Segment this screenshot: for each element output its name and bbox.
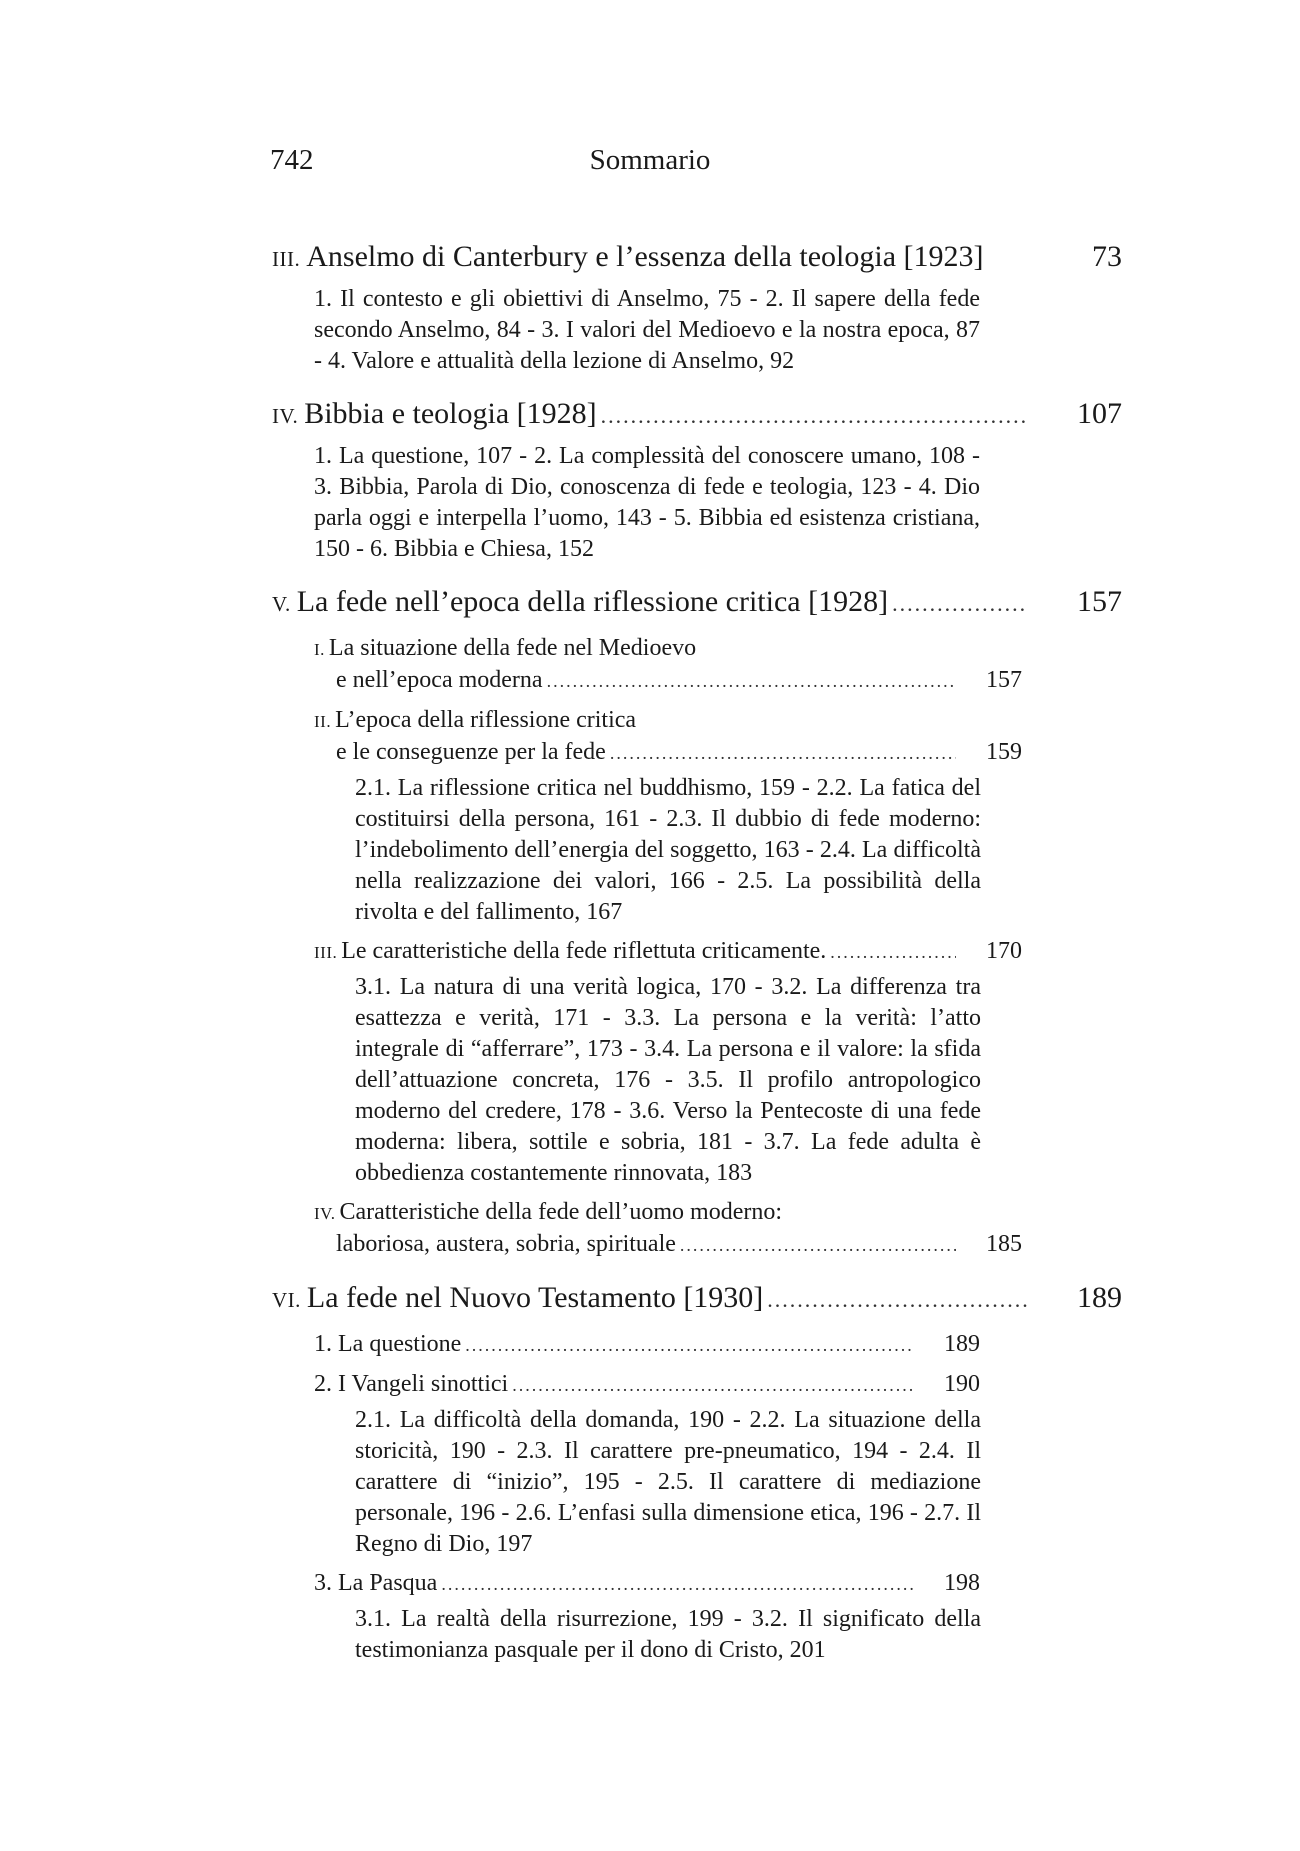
chapter-heading[interactable]	[272, 240, 1122, 280]
subsection-title: 1. La questione	[314, 1331, 462, 1357]
subsection-summary: 2.1. La difficoltà della domanda, 190 - 2.2. La situazione della storicità, 190 - 2.3. Il carattere pre-pneumatico, 194 - 2.4. Il carattere di “inizio”, 195 - 2.5. Il carattere di mediazione personale, 196 - 2.6. L’enfasi sulla dimensione etica, 196 - 2.7. Il Regno di Dio, 197	[355, 1407, 981, 1557]
section-summary: 2.1. La riflessione critica nel buddhismo, 159 - 2.2. La fatica del costituirsi della persona, 161 - 2.3. Il dubbio di fede moderno: l’indebolimento dell’energia del soggetto, 163 - 2.4. La difficoltà nella realizzazione dei valori, 166 - 2.5. La possibilità della rivolta e del fallimento, 167	[355, 775, 981, 925]
chapter-number: IV.	[272, 404, 299, 428]
chapter-title: Bibbia e teologia [1928]	[304, 397, 597, 430]
section-entry[interactable]	[314, 1197, 1122, 1261]
leader-dots	[601, 403, 1028, 429]
section-title-cont: e nell’epoca moderna	[336, 667, 543, 693]
chapter-number: VI.	[272, 1288, 301, 1312]
section-title-cont: laboriosa, austera, sobria, spirituale	[336, 1231, 676, 1257]
section-summary: 3.1. La natura di una verità logica, 170 - 3.2. La differenza tra esattezza e verità, 171 - 3.3. La persona e la verità: l’atto integrale di “afferrare”, 173 - 3.4. La persona e il valore: la sfida dell’attuazione concreta, 176 - 3.5. Il profilo antropologico moderno del credere, 178 - 3.6. Verso la Pentecoste di una fede moderna: libera, sottile e sobria, 181 - 3.7. La fede adulta è obbedienza costantemente rinnovata, 183	[355, 974, 981, 1186]
chapter-page: 73	[1092, 240, 1122, 273]
chapter-page: 157	[1077, 585, 1122, 618]
chapter-heading[interactable]	[272, 1281, 1122, 1321]
section-entry[interactable]	[314, 936, 1122, 968]
section-title: L’epoca della riflessione critica	[335, 707, 637, 733]
section-page: 185	[986, 1231, 1022, 1257]
leader-dots	[547, 666, 956, 697]
running-title: Sommario	[589, 144, 711, 176]
leader-dots	[892, 591, 1028, 617]
subsection-entry[interactable]	[314, 1568, 980, 1600]
section-number: IV.	[314, 1204, 336, 1223]
page-header	[0, 144, 1300, 184]
section-number: III.	[314, 943, 338, 962]
chapter-heading[interactable]	[272, 585, 1122, 625]
section-page: 170	[986, 938, 1022, 964]
chapter-heading[interactable]	[272, 397, 1122, 437]
leader-dots	[512, 1370, 914, 1401]
subsection-page: 198	[944, 1570, 980, 1596]
leader-dots	[465, 1330, 914, 1361]
leader-dots	[680, 1230, 956, 1261]
chapter-title: La fede nel Nuovo Testamento [1930]	[306, 1281, 764, 1314]
chapter-summary: 1. La questione, 107 - 2. La complessità del conoscere umano, 108 - 3. Bibbia, Parola di Dio, conoscenza di fede e teologia, 123 - 4. Dio parla oggi e interpella l’uomo, 143 - 5. Bibbia ed esistenza cristiana, 150 - 6. Bibbia e Chiesa, 152	[314, 443, 980, 562]
subsection-entry[interactable]	[314, 1369, 980, 1401]
subsection-summary: 3.1. La realtà della risurrezione, 199 - 3.2. Il significato della testimonianza pasquale per il dono di Cristo, 201	[355, 1606, 981, 1663]
chapter-page: 189	[1077, 1281, 1122, 1314]
section-title-cont: e le conseguenze per la fede	[336, 739, 606, 765]
section-title: Le caratteristiche della fede riflettuta criticamente.	[341, 938, 827, 964]
section-number: II.	[314, 712, 332, 731]
section-number: I.	[314, 640, 325, 659]
subsection-title: 3. La Pasqua	[314, 1570, 438, 1596]
table-of-contents	[272, 240, 1122, 1666]
chapter-title: Anselmo di Canterbury e l’essenza della teologia [1923]	[306, 240, 984, 273]
chapter-number: V.	[272, 592, 291, 616]
page-number: 742	[270, 144, 314, 176]
chapter-page: 107	[1077, 397, 1122, 430]
section-title: Caratteristiche della fede dell’uomo moderno:	[339, 1199, 782, 1225]
chapter-title: La fede nell’epoca della riflessione critica [1928]	[296, 585, 889, 618]
chapter-number: III.	[272, 247, 301, 271]
section-entry[interactable]	[314, 705, 1122, 769]
section-page: 157	[986, 667, 1022, 693]
section-page: 159	[986, 739, 1022, 765]
leader-dots	[610, 738, 956, 769]
section-entry[interactable]	[314, 633, 1122, 697]
subsection-page: 189	[944, 1331, 980, 1357]
chapter-summary: 1. Il contesto e gli obiettivi di Anselmo, 75 - 2. Il sapere della fede secondo Anselmo, 84 - 3. I valori del Medioevo e la nostra epoca, 87 - 4. Valore e attualità della lezione di Anselmo, 92	[314, 286, 980, 374]
leader-dots	[441, 1569, 914, 1600]
subsection-title: 2. I Vangeli sinottici	[314, 1371, 509, 1397]
section-title: La situazione della fede nel Medioevo	[328, 635, 697, 661]
subsection-page: 190	[944, 1371, 980, 1397]
subsection-entry[interactable]	[314, 1329, 980, 1361]
leader-dots	[767, 1287, 1028, 1313]
leader-dots	[830, 937, 956, 968]
